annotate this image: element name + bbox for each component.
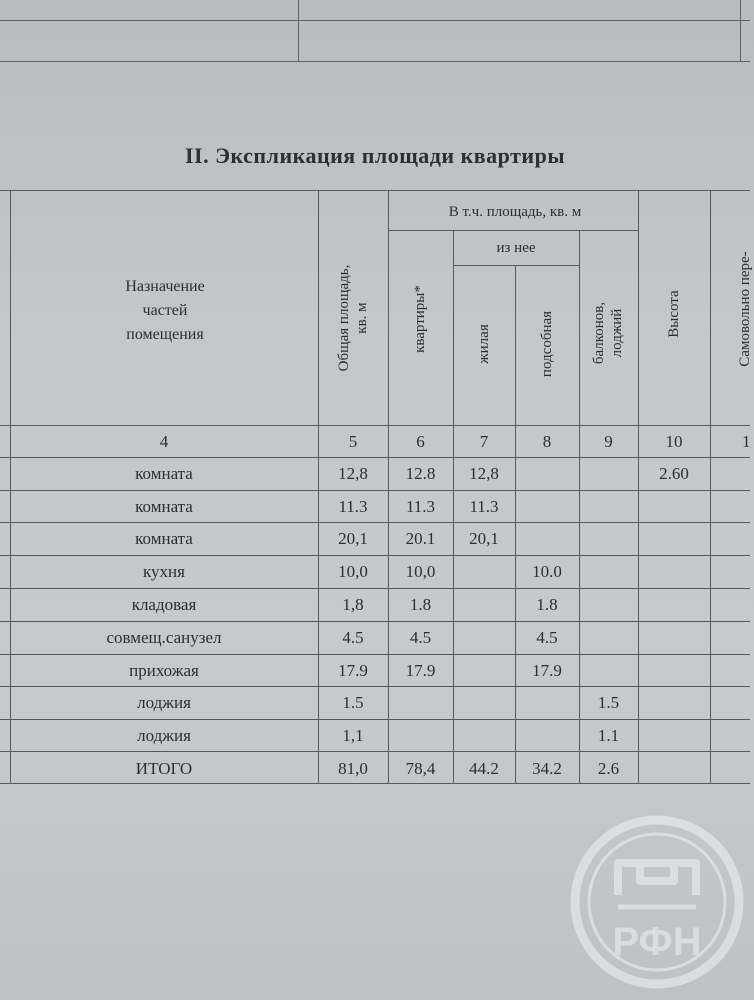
watermark-stamp	[570, 815, 745, 990]
header-self-built: Самовольно пере-	[737, 251, 753, 367]
column-number: 9	[604, 432, 613, 451]
header-purpose	[60, 275, 270, 347]
table-rule	[388, 230, 638, 231]
header-balconies-line: лоджий	[609, 308, 625, 358]
column-number: 1	[742, 432, 751, 451]
table-rule	[453, 265, 579, 266]
row-living-area: 12,8	[469, 464, 499, 483]
header-auxiliary: подсобная	[539, 310, 555, 378]
row-name: лоджия	[137, 726, 191, 745]
header-balconies-line: балконов,	[591, 301, 607, 365]
header-incl-area: В т.ч. площадь, кв. м	[448, 204, 582, 220]
header-total-area-line: Общая площадь,	[336, 264, 352, 372]
row-apartment-area: 20.1	[405, 529, 436, 548]
row-aux-area: 1.8	[536, 595, 558, 614]
row-total-area: 12,8	[338, 464, 368, 483]
table-rule	[638, 190, 639, 783]
row-name: комната	[135, 497, 193, 516]
totals-living: 44.2	[469, 759, 499, 778]
row-total-area: 4.5	[342, 628, 364, 647]
table-rule	[515, 265, 516, 783]
row-name: прихожая	[129, 661, 199, 680]
row-total-area: 20,1	[338, 529, 368, 548]
header-total-area	[335, 248, 371, 388]
row-total-area: 1.5	[342, 693, 364, 712]
row-name: комната	[135, 529, 193, 548]
row-apartment-area: 1.8	[409, 595, 432, 614]
watermark-stamp-text: РФН	[612, 920, 702, 964]
row-total-area: 17.9	[338, 661, 368, 680]
row-aux-area: 17.9	[532, 661, 562, 680]
row-apartment-area: 11.3	[405, 497, 436, 516]
row-total-area: 10,0	[338, 562, 368, 581]
totals-apartment: 78,4	[405, 759, 436, 778]
row-height: 2.60	[659, 464, 689, 483]
row-balcony-area: 1.1	[597, 726, 620, 745]
table-rule	[710, 190, 711, 783]
row-name: кухня	[143, 562, 185, 581]
table-rule	[0, 783, 750, 784]
row-apartment-area: 17.9	[405, 661, 436, 680]
row-apartment-area: 12.8	[405, 464, 436, 483]
row-name: комната	[135, 464, 193, 483]
header-of-which: из нее	[496, 240, 536, 256]
column-number: 8	[542, 432, 552, 451]
column-number: 5	[348, 432, 358, 451]
totals-label: ИТОГО	[135, 759, 193, 778]
row-total-area: 1,1	[342, 726, 364, 745]
header-purpose-line: Назначение	[125, 278, 205, 295]
row-aux-area: 4.5	[536, 628, 558, 647]
totals-total: 81,0	[338, 759, 368, 778]
header-apartment: квартиры*	[412, 285, 428, 353]
row-name: совмещ.санузел	[106, 628, 222, 647]
row-apartment-area: 4.5	[409, 628, 432, 647]
row-name: кладовая	[131, 595, 197, 614]
row-apartment-area: 10,0	[405, 562, 436, 581]
column-number: 4	[159, 432, 169, 451]
header-total-area-line: кв. м	[354, 302, 370, 334]
row-aux-area: 10.0	[532, 562, 562, 581]
row-living-area: 11.3	[469, 497, 499, 516]
table-rule	[388, 190, 389, 783]
header-purpose-line: помещения	[126, 326, 204, 343]
column-number: 10	[665, 432, 683, 451]
row-total-area: 11.3	[338, 497, 368, 516]
totals-balcony: 2.6	[597, 759, 620, 778]
header-balconies	[590, 283, 626, 383]
row-living-area: 20,1	[469, 529, 499, 548]
column-number: 7	[479, 432, 489, 451]
totals-aux: 34.2	[532, 759, 562, 778]
header-purpose-line: частей	[142, 302, 188, 319]
row-total-area: 1,8	[342, 595, 364, 614]
header-height: Высота	[666, 290, 682, 338]
column-number: 6	[416, 432, 425, 451]
row-balcony-area: 1.5	[597, 693, 620, 712]
section-title: II. Экспликация площади квартиры	[184, 143, 566, 168]
header-living: жилая	[476, 324, 492, 364]
row-name: лоджия	[137, 693, 191, 712]
